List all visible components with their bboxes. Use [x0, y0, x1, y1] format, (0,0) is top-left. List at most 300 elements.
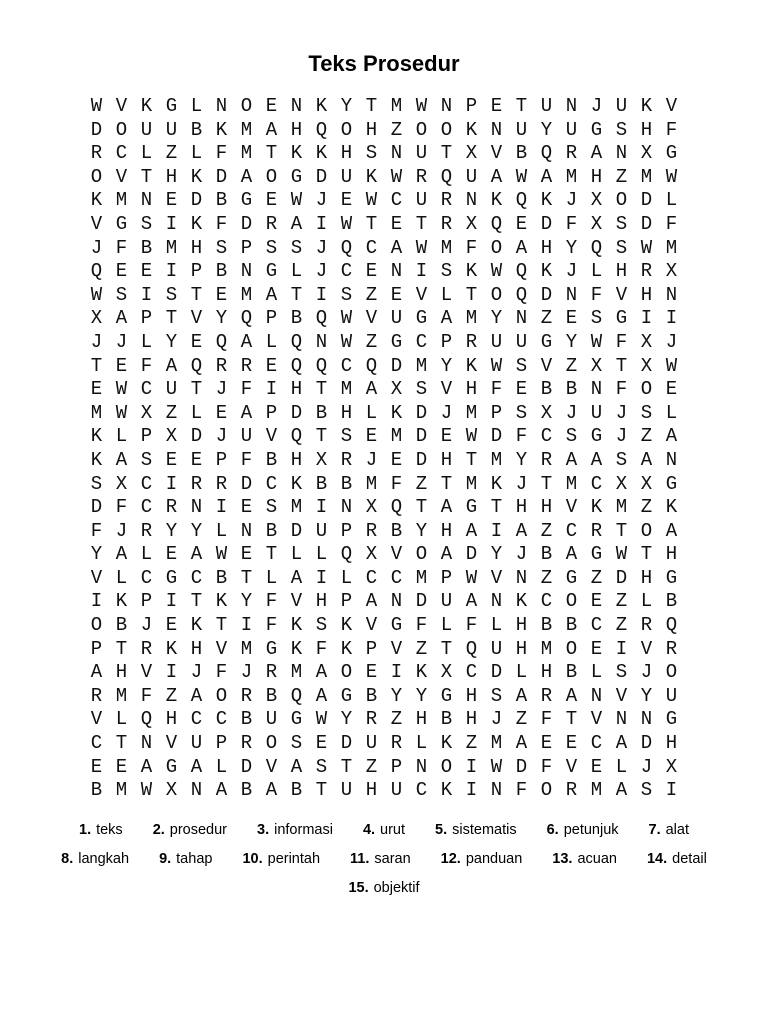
grid-cell[interactable]: Q [365, 354, 378, 377]
grid-cell[interactable]: I [240, 614, 253, 637]
grid-cell[interactable]: Q [90, 260, 103, 283]
grid-cell[interactable]: S [615, 212, 628, 235]
grid-cell[interactable]: R [640, 260, 653, 283]
grid-cell[interactable]: N [390, 590, 403, 613]
grid-cell[interactable]: V [665, 95, 678, 117]
grid-cell[interactable]: C [540, 590, 553, 613]
grid-cell[interactable]: V [440, 378, 453, 401]
grid-cell[interactable]: X [140, 401, 153, 424]
grid-cell[interactable]: I [140, 283, 153, 306]
grid-cell[interactable]: D [390, 354, 403, 377]
grid-cell[interactable]: R [90, 684, 103, 707]
grid-cell[interactable]: L [440, 614, 453, 637]
grid-cell[interactable]: E [590, 637, 603, 660]
grid-cell[interactable]: S [315, 614, 328, 637]
grid-cell[interactable]: Y [565, 236, 578, 259]
grid-cell[interactable]: W [90, 95, 103, 117]
grid-cell[interactable]: B [265, 684, 278, 707]
grid-cell[interactable]: I [315, 496, 328, 519]
grid-cell[interactable]: J [515, 472, 528, 495]
grid-cell[interactable]: R [140, 637, 153, 660]
grid-cell[interactable]: U [590, 401, 603, 424]
grid-cell[interactable]: M [590, 779, 603, 802]
grid-cell[interactable]: K [465, 354, 478, 377]
grid-cell[interactable]: Z [615, 165, 628, 188]
grid-cell[interactable]: C [140, 472, 153, 495]
grid-cell[interactable]: S [590, 307, 603, 330]
grid-cell[interactable]: A [440, 496, 453, 519]
grid-cell[interactable]: Q [190, 354, 203, 377]
grid-cell[interactable]: I [90, 590, 103, 613]
grid-cell[interactable]: A [290, 212, 303, 235]
grid-cell[interactable]: G [415, 307, 428, 330]
grid-cell[interactable]: A [515, 236, 528, 259]
grid-cell[interactable]: K [515, 590, 528, 613]
grid-cell[interactable]: F [515, 425, 528, 448]
grid-cell[interactable]: J [90, 330, 103, 353]
grid-cell[interactable]: X [665, 755, 678, 778]
grid-cell[interactable]: W [290, 189, 303, 212]
grid-cell[interactable]: Q [240, 307, 253, 330]
grid-cell[interactable]: Z [540, 519, 553, 542]
grid-cell[interactable]: A [190, 755, 203, 778]
grid-cell[interactable]: L [115, 425, 128, 448]
grid-cell[interactable]: G [540, 330, 553, 353]
grid-cell[interactable]: X [640, 330, 653, 353]
grid-cell[interactable]: P [215, 732, 228, 755]
grid-cell[interactable]: K [315, 142, 328, 165]
grid-cell[interactable]: F [540, 755, 553, 778]
grid-cell[interactable]: B [215, 189, 228, 212]
grid-cell[interactable]: Q [515, 283, 528, 306]
grid-cell[interactable]: D [215, 165, 228, 188]
grid-cell[interactable]: G [590, 543, 603, 566]
grid-cell[interactable]: W [340, 212, 353, 235]
grid-cell[interactable]: F [465, 236, 478, 259]
grid-cell[interactable]: F [115, 236, 128, 259]
grid-cell[interactable]: I [665, 779, 678, 802]
grid-cell[interactable]: H [515, 614, 528, 637]
grid-cell[interactable]: X [640, 472, 653, 495]
grid-cell[interactable]: F [665, 118, 678, 141]
grid-cell[interactable]: P [440, 330, 453, 353]
grid-cell[interactable]: J [190, 661, 203, 684]
grid-cell[interactable]: G [240, 189, 253, 212]
grid-cell[interactable]: W [665, 354, 678, 377]
grid-cell[interactable]: V [140, 661, 153, 684]
grid-cell[interactable]: S [640, 779, 653, 802]
grid-cell[interactable]: G [340, 684, 353, 707]
grid-cell[interactable]: Y [440, 354, 453, 377]
grid-cell[interactable]: R [215, 354, 228, 377]
grid-cell[interactable]: X [540, 401, 553, 424]
grid-cell[interactable]: M [565, 165, 578, 188]
grid-cell[interactable]: L [290, 260, 303, 283]
grid-cell[interactable]: Y [215, 307, 228, 330]
grid-cell[interactable]: T [440, 637, 453, 660]
grid-cell[interactable]: U [190, 732, 203, 755]
grid-cell[interactable]: Z [165, 142, 178, 165]
grid-cell[interactable]: C [590, 472, 603, 495]
grid-cell[interactable]: V [90, 566, 103, 589]
grid-cell[interactable]: U [540, 95, 553, 117]
grid-cell[interactable]: U [440, 590, 453, 613]
grid-cell[interactable]: R [140, 519, 153, 542]
grid-cell[interactable]: A [290, 755, 303, 778]
grid-cell[interactable]: J [615, 401, 628, 424]
grid-cell[interactable]: T [315, 378, 328, 401]
grid-cell[interactable]: A [590, 142, 603, 165]
grid-cell[interactable]: X [465, 142, 478, 165]
grid-cell[interactable]: T [140, 165, 153, 188]
grid-cell[interactable]: E [390, 283, 403, 306]
grid-cell[interactable]: Y [415, 519, 428, 542]
grid-cell[interactable]: H [165, 708, 178, 731]
grid-cell[interactable]: K [290, 472, 303, 495]
grid-cell[interactable]: K [190, 614, 203, 637]
grid-cell[interactable]: F [615, 378, 628, 401]
grid-cell[interactable]: L [265, 330, 278, 353]
grid-cell[interactable]: C [365, 236, 378, 259]
grid-cell[interactable]: T [115, 732, 128, 755]
grid-cell[interactable]: Y [515, 448, 528, 471]
grid-cell[interactable]: R [540, 448, 553, 471]
grid-cell[interactable]: E [390, 448, 403, 471]
grid-cell[interactable]: C [190, 708, 203, 731]
grid-cell[interactable]: F [265, 590, 278, 613]
grid-cell[interactable]: S [515, 354, 528, 377]
grid-cell[interactable]: W [415, 236, 428, 259]
grid-cell[interactable]: N [290, 95, 303, 117]
grid-cell[interactable]: M [490, 732, 503, 755]
grid-cell[interactable]: N [190, 496, 203, 519]
grid-cell[interactable]: J [665, 330, 678, 353]
grid-cell[interactable]: R [540, 684, 553, 707]
grid-cell[interactable]: S [90, 472, 103, 495]
grid-cell[interactable]: D [90, 118, 103, 141]
grid-cell[interactable]: A [665, 519, 678, 542]
grid-cell[interactable]: W [515, 165, 528, 188]
grid-cell[interactable]: N [615, 708, 628, 731]
grid-cell[interactable]: M [115, 189, 128, 212]
grid-cell[interactable]: N [640, 708, 653, 731]
grid-cell[interactable]: K [90, 425, 103, 448]
grid-cell[interactable]: H [615, 260, 628, 283]
grid-cell[interactable]: I [165, 212, 178, 235]
grid-cell[interactable]: O [615, 189, 628, 212]
grid-cell[interactable]: M [290, 496, 303, 519]
grid-cell[interactable]: Y [390, 684, 403, 707]
grid-cell[interactable]: C [190, 566, 203, 589]
grid-cell[interactable]: Q [515, 189, 528, 212]
grid-cell[interactable]: G [565, 566, 578, 589]
grid-cell[interactable]: U [315, 519, 328, 542]
grid-cell[interactable]: U [140, 118, 153, 141]
grid-cell[interactable]: A [590, 448, 603, 471]
grid-cell[interactable]: L [315, 543, 328, 566]
grid-cell[interactable]: M [290, 661, 303, 684]
grid-cell[interactable]: Z [540, 307, 553, 330]
grid-cell[interactable]: B [565, 661, 578, 684]
grid-cell[interactable]: N [390, 260, 403, 283]
grid-cell[interactable]: Q [315, 307, 328, 330]
grid-cell[interactable]: E [165, 448, 178, 471]
grid-cell[interactable]: Z [640, 496, 653, 519]
grid-cell[interactable]: L [665, 401, 678, 424]
grid-cell[interactable]: H [465, 708, 478, 731]
grid-cell[interactable]: W [140, 779, 153, 802]
grid-cell[interactable]: E [165, 543, 178, 566]
grid-cell[interactable]: K [540, 260, 553, 283]
grid-cell[interactable]: V [540, 354, 553, 377]
grid-cell[interactable]: F [265, 614, 278, 637]
grid-cell[interactable]: Q [540, 142, 553, 165]
grid-cell[interactable]: G [465, 496, 478, 519]
grid-cell[interactable]: N [565, 95, 578, 117]
grid-cell[interactable]: S [140, 448, 153, 471]
grid-cell[interactable]: H [640, 283, 653, 306]
grid-cell[interactable]: C [590, 732, 603, 755]
grid-cell[interactable]: T [365, 212, 378, 235]
grid-cell[interactable]: M [465, 472, 478, 495]
grid-cell[interactable]: P [215, 448, 228, 471]
grid-cell[interactable]: L [140, 543, 153, 566]
grid-cell[interactable]: X [615, 472, 628, 495]
grid-cell[interactable]: R [365, 708, 378, 731]
grid-cell[interactable]: H [440, 519, 453, 542]
grid-cell[interactable]: W [665, 165, 678, 188]
grid-cell[interactable]: N [390, 142, 403, 165]
grid-cell[interactable]: B [540, 614, 553, 637]
grid-cell[interactable]: U [265, 708, 278, 731]
grid-cell[interactable]: L [215, 519, 228, 542]
grid-cell[interactable]: B [315, 401, 328, 424]
grid-cell[interactable]: E [265, 95, 278, 117]
grid-cell[interactable]: S [340, 425, 353, 448]
grid-cell[interactable]: V [365, 614, 378, 637]
grid-cell[interactable]: Z [365, 283, 378, 306]
grid-cell[interactable]: X [465, 212, 478, 235]
grid-cell[interactable]: K [465, 260, 478, 283]
grid-cell[interactable]: N [565, 283, 578, 306]
grid-cell[interactable]: Z [365, 330, 378, 353]
grid-cell[interactable]: B [190, 118, 203, 141]
grid-cell[interactable]: V [115, 165, 128, 188]
grid-cell[interactable]: R [465, 330, 478, 353]
grid-cell[interactable]: W [490, 260, 503, 283]
grid-cell[interactable]: V [640, 637, 653, 660]
grid-cell[interactable]: W [640, 236, 653, 259]
grid-cell[interactable]: N [140, 732, 153, 755]
grid-cell[interactable]: D [290, 401, 303, 424]
grid-cell[interactable]: Y [490, 307, 503, 330]
grid-cell[interactable]: P [140, 590, 153, 613]
grid-cell[interactable]: Y [190, 519, 203, 542]
grid-cell[interactable]: Q [290, 330, 303, 353]
grid-cell[interactable]: B [140, 236, 153, 259]
grid-cell[interactable]: Y [340, 708, 353, 731]
grid-cell[interactable]: C [415, 330, 428, 353]
grid-cell[interactable]: P [265, 307, 278, 330]
grid-cell[interactable]: X [90, 307, 103, 330]
grid-cell[interactable]: K [440, 732, 453, 755]
grid-cell[interactable]: R [665, 637, 678, 660]
grid-cell[interactable]: P [365, 637, 378, 660]
grid-cell[interactable]: O [440, 755, 453, 778]
grid-cell[interactable]: K [490, 472, 503, 495]
grid-cell[interactable]: N [190, 779, 203, 802]
grid-cell[interactable]: D [615, 566, 628, 589]
grid-cell[interactable]: N [490, 118, 503, 141]
grid-cell[interactable]: U [665, 684, 678, 707]
grid-cell[interactable]: I [465, 755, 478, 778]
grid-cell[interactable]: E [515, 212, 528, 235]
grid-cell[interactable]: J [315, 189, 328, 212]
grid-cell[interactable]: H [415, 708, 428, 731]
grid-cell[interactable]: O [540, 779, 553, 802]
grid-cell[interactable]: F [140, 684, 153, 707]
grid-cell[interactable]: V [215, 637, 228, 660]
grid-cell[interactable]: H [515, 637, 528, 660]
grid-cell[interactable]: K [140, 95, 153, 117]
grid-cell[interactable]: D [490, 425, 503, 448]
grid-cell[interactable]: U [390, 779, 403, 802]
grid-cell[interactable]: A [540, 165, 553, 188]
grid-cell[interactable]: T [640, 543, 653, 566]
grid-cell[interactable]: B [565, 614, 578, 637]
grid-cell[interactable]: W [365, 189, 378, 212]
grid-cell[interactable]: L [490, 614, 503, 637]
grid-cell[interactable]: K [90, 189, 103, 212]
grid-cell[interactable]: X [315, 448, 328, 471]
grid-cell[interactable]: S [515, 401, 528, 424]
grid-cell[interactable]: U [415, 189, 428, 212]
grid-cell[interactable]: M [365, 472, 378, 495]
grid-cell[interactable]: T [265, 142, 278, 165]
grid-cell[interactable]: V [615, 283, 628, 306]
grid-cell[interactable]: W [340, 330, 353, 353]
grid-cell[interactable]: O [440, 118, 453, 141]
grid-cell[interactable]: S [365, 142, 378, 165]
grid-cell[interactable]: T [615, 519, 628, 542]
grid-cell[interactable]: A [515, 519, 528, 542]
grid-cell[interactable]: R [240, 732, 253, 755]
grid-cell[interactable]: R [440, 189, 453, 212]
grid-cell[interactable]: U [490, 637, 503, 660]
grid-cell[interactable]: W [590, 330, 603, 353]
grid-cell[interactable]: E [140, 260, 153, 283]
grid-cell[interactable]: E [515, 378, 528, 401]
grid-cell[interactable]: B [290, 307, 303, 330]
grid-cell[interactable]: T [115, 637, 128, 660]
grid-cell[interactable]: T [415, 212, 428, 235]
grid-cell[interactable]: P [90, 637, 103, 660]
grid-cell[interactable]: O [565, 590, 578, 613]
grid-cell[interactable]: A [140, 755, 153, 778]
grid-cell[interactable]: A [565, 543, 578, 566]
grid-cell[interactable]: J [215, 425, 228, 448]
grid-cell[interactable]: E [390, 212, 403, 235]
grid-cell[interactable]: L [440, 283, 453, 306]
grid-cell[interactable]: T [190, 378, 203, 401]
grid-cell[interactable]: J [515, 543, 528, 566]
grid-cell[interactable]: G [115, 212, 128, 235]
grid-cell[interactable]: M [615, 496, 628, 519]
grid-cell[interactable]: U [165, 118, 178, 141]
grid-cell[interactable]: A [115, 448, 128, 471]
grid-cell[interactable]: K [215, 118, 228, 141]
grid-cell[interactable]: J [640, 755, 653, 778]
grid-cell[interactable]: C [390, 566, 403, 589]
grid-cell[interactable]: E [165, 614, 178, 637]
grid-cell[interactable]: L [665, 189, 678, 212]
grid-cell[interactable]: L [190, 142, 203, 165]
grid-cell[interactable]: O [490, 236, 503, 259]
grid-cell[interactable]: V [165, 732, 178, 755]
grid-cell[interactable]: J [90, 236, 103, 259]
grid-cell[interactable]: K [290, 637, 303, 660]
grid-cell[interactable]: V [90, 708, 103, 731]
grid-cell[interactable]: S [265, 236, 278, 259]
grid-cell[interactable]: N [215, 95, 228, 117]
grid-cell[interactable]: R [365, 519, 378, 542]
grid-cell[interactable]: L [290, 543, 303, 566]
grid-cell[interactable]: A [390, 236, 403, 259]
grid-cell[interactable]: R [565, 142, 578, 165]
grid-cell[interactable]: O [415, 543, 428, 566]
grid-cell[interactable]: M [415, 566, 428, 589]
grid-cell[interactable]: F [590, 283, 603, 306]
grid-cell[interactable]: A [515, 684, 528, 707]
grid-cell[interactable]: W [215, 543, 228, 566]
grid-cell[interactable]: Q [290, 425, 303, 448]
grid-cell[interactable]: F [215, 661, 228, 684]
grid-cell[interactable]: Y [90, 543, 103, 566]
grid-cell[interactable]: L [340, 566, 353, 589]
grid-cell[interactable]: H [540, 496, 553, 519]
grid-cell[interactable]: J [565, 401, 578, 424]
grid-cell[interactable]: Q [340, 543, 353, 566]
grid-cell[interactable]: H [365, 779, 378, 802]
grid-cell[interactable]: W [490, 755, 503, 778]
grid-cell[interactable]: Y [240, 590, 253, 613]
grid-cell[interactable]: I [315, 212, 328, 235]
grid-cell[interactable]: E [240, 496, 253, 519]
grid-cell[interactable]: D [190, 189, 203, 212]
grid-cell[interactable]: T [190, 283, 203, 306]
grid-cell[interactable]: X [640, 354, 653, 377]
grid-cell[interactable]: D [240, 472, 253, 495]
grid-cell[interactable]: L [215, 755, 228, 778]
grid-cell[interactable]: F [665, 212, 678, 235]
grid-cell[interactable]: F [240, 378, 253, 401]
grid-cell[interactable]: C [465, 661, 478, 684]
grid-cell[interactable]: T [615, 354, 628, 377]
grid-cell[interactable]: G [265, 260, 278, 283]
grid-cell[interactable]: X [590, 354, 603, 377]
grid-cell[interactable]: R [165, 496, 178, 519]
grid-cell[interactable]: R [415, 165, 428, 188]
grid-cell[interactable]: P [240, 236, 253, 259]
grid-cell[interactable]: C [365, 566, 378, 589]
grid-cell[interactable]: H [290, 448, 303, 471]
grid-cell[interactable]: U [415, 142, 428, 165]
grid-cell[interactable]: I [390, 661, 403, 684]
grid-cell[interactable]: G [440, 684, 453, 707]
grid-cell[interactable]: X [640, 142, 653, 165]
grid-cell[interactable]: R [640, 614, 653, 637]
grid-cell[interactable]: B [240, 779, 253, 802]
